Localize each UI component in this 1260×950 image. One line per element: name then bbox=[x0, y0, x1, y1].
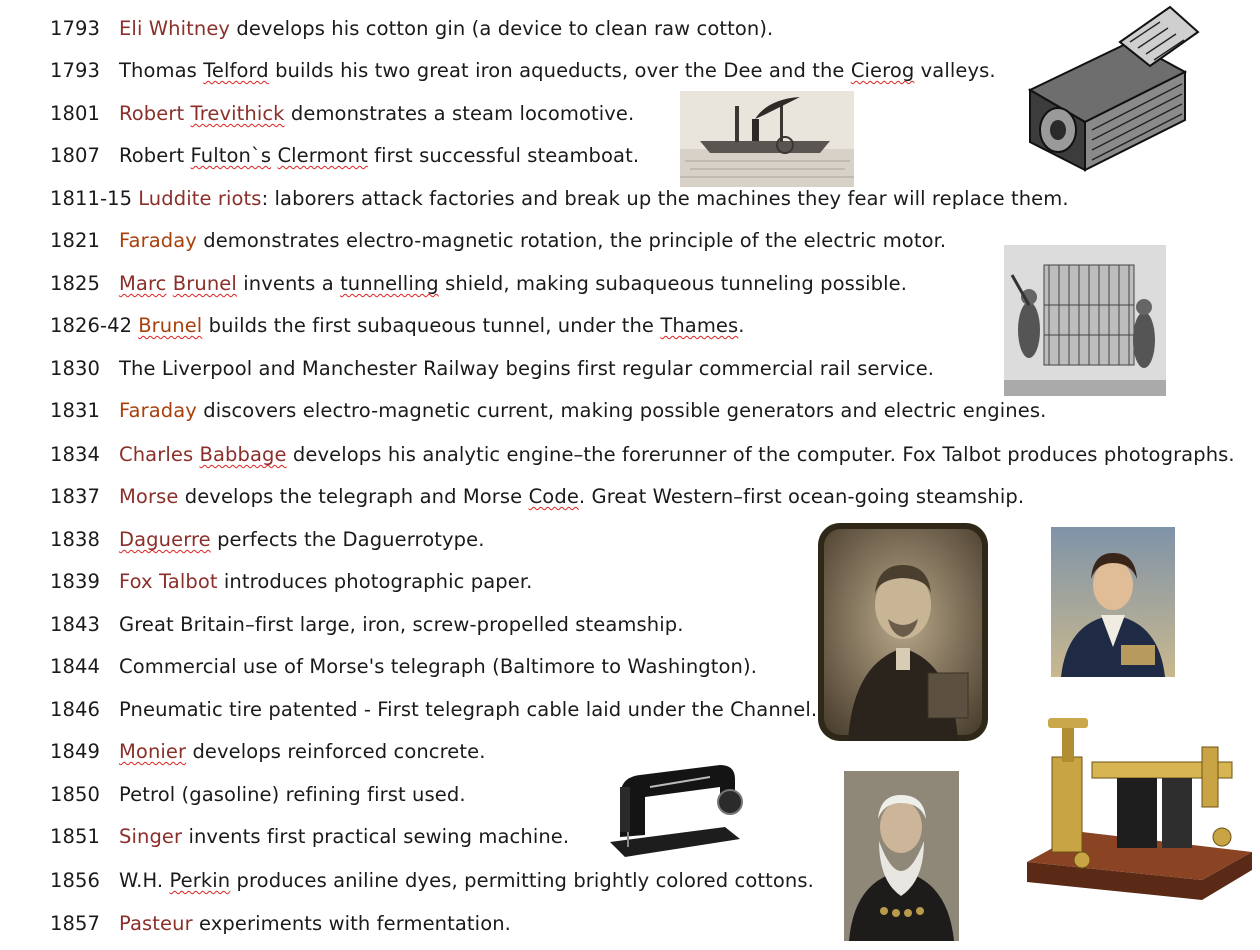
timeline-year: 1843 bbox=[50, 613, 101, 636]
timeline-text: introduces photographic paper. bbox=[217, 570, 533, 593]
timeline-name: Faraday bbox=[119, 229, 197, 252]
timeline-year: 1807 bbox=[50, 144, 101, 167]
timeline-year: 1849 bbox=[50, 740, 101, 763]
timeline-text: Telford bbox=[203, 59, 269, 82]
timeline-name: Faraday bbox=[119, 399, 197, 422]
timeline-year: 1825 bbox=[50, 272, 101, 295]
timeline-entry bbox=[50, 698, 817, 722]
timeline-name: Singer bbox=[119, 825, 183, 848]
timeline-text: produces aniline dyes, permitting brightly colored cottons. bbox=[230, 869, 814, 892]
timeline-text: discovers electro-magnetic current, making possible generators and electric engines. bbox=[196, 399, 1047, 422]
timeline-year: 1801 bbox=[50, 102, 101, 125]
steamboat-image bbox=[680, 91, 854, 187]
timeline-entry bbox=[50, 485, 1024, 509]
timeline-text: Robert bbox=[119, 144, 191, 167]
timeline-text: Great Britain–first large, iron, screw-propelled steamship. bbox=[119, 613, 684, 636]
timeline-entry bbox=[50, 357, 934, 381]
timeline-text: Perkin bbox=[169, 869, 231, 892]
timeline-text: W.H. bbox=[119, 869, 170, 892]
timeline-entry bbox=[50, 655, 757, 679]
timeline-name: Robert bbox=[119, 102, 191, 125]
timeline-entry bbox=[50, 229, 946, 253]
timeline-text: demonstrates electro-magnetic rotation, the principle of the electric motor. bbox=[196, 229, 947, 252]
timeline-text: shield, making subaqueous tunneling possible. bbox=[438, 272, 908, 295]
timeline-name: Luddite riots bbox=[138, 187, 262, 210]
timeline-year: 1850 bbox=[50, 783, 101, 806]
timeline-entry bbox=[50, 783, 466, 807]
timeline-text: valleys. bbox=[914, 59, 996, 82]
timeline-name: Trevithick bbox=[190, 102, 285, 125]
timeline-entry bbox=[50, 144, 639, 168]
timeline-entry bbox=[50, 912, 511, 936]
timeline-year: 1821 bbox=[50, 229, 101, 252]
timeline-entry bbox=[50, 528, 485, 552]
timeline-text: develops reinforced concrete. bbox=[186, 740, 486, 763]
timeline-name: Eli Whitney bbox=[119, 17, 231, 40]
timeline-text: . bbox=[738, 314, 745, 337]
cotton-gin-image bbox=[1010, 2, 1200, 180]
timeline-name: Fox Talbot bbox=[119, 570, 218, 593]
timeline-entry bbox=[50, 570, 532, 594]
timeline-entry bbox=[50, 869, 814, 893]
timeline-text: The Liverpool and Manchester Railway begins first regular commercial rail service. bbox=[119, 357, 935, 380]
timeline-year: 1839 bbox=[50, 570, 101, 593]
timeline-year: 1826-42 bbox=[50, 314, 133, 337]
timeline-year: 1831 bbox=[50, 399, 101, 422]
timeline-entry bbox=[50, 613, 684, 637]
timeline-year: 1811-15 bbox=[50, 187, 133, 210]
timeline-text: Commercial use of Morse's telegraph (Baltimore to Washington). bbox=[119, 655, 758, 678]
timeline-text: develops his cotton gin (a device to clean raw cotton). bbox=[230, 17, 774, 40]
timeline-text: : laborers attack factories and break up the machines they fear will replace them. bbox=[261, 187, 1069, 210]
timeline-entry bbox=[50, 443, 1235, 467]
timeline-name: Monier bbox=[119, 740, 187, 763]
timeline-name: Brunel bbox=[138, 314, 203, 337]
timeline-text: invents a bbox=[236, 272, 341, 295]
timeline-text: builds the first subaqueous tunnel, under the bbox=[202, 314, 661, 337]
timeline-year: 1838 bbox=[50, 528, 101, 551]
timeline-text: tunnelling bbox=[340, 272, 439, 295]
faraday-portrait bbox=[1051, 527, 1175, 677]
timeline-entry bbox=[50, 825, 569, 849]
telegraph-key-image bbox=[1022, 712, 1256, 904]
timeline-name: Pasteur bbox=[119, 912, 193, 935]
timeline-text: Thames bbox=[660, 314, 739, 337]
timeline-year: 1830 bbox=[50, 357, 101, 380]
timeline-text: builds his two great iron aqueducts, over the Dee and the bbox=[268, 59, 851, 82]
timeline-year: 1834 bbox=[50, 443, 101, 466]
timeline-text: Petrol (gasoline) refining first used. bbox=[119, 783, 466, 806]
daguerre-portrait bbox=[818, 523, 988, 741]
timeline-entry bbox=[50, 314, 745, 338]
timeline-text: Cierog bbox=[850, 59, 915, 82]
timeline-text: invents first practical sewing machine. bbox=[182, 825, 570, 848]
timeline-entry bbox=[50, 740, 486, 764]
timeline-entry bbox=[50, 187, 1069, 211]
timeline-name: Marc bbox=[119, 272, 167, 295]
timeline-year: 1856 bbox=[50, 869, 101, 892]
timeline-entry bbox=[50, 17, 773, 41]
timeline-name: Babbage bbox=[199, 443, 287, 466]
timeline-text: Pneumatic tire patented - First telegraph cable laid under the Channel. bbox=[119, 698, 818, 721]
timeline-text: experiments with fermentation. bbox=[192, 912, 511, 935]
timeline-entry bbox=[50, 399, 1046, 423]
timeline-text: Code bbox=[528, 485, 579, 508]
timeline-year: 1857 bbox=[50, 912, 101, 935]
timeline-year: 1837 bbox=[50, 485, 101, 508]
timeline-name: Daguerre bbox=[119, 528, 211, 551]
timeline-year: 1793 bbox=[50, 59, 101, 82]
timeline-name: Brunel bbox=[172, 272, 237, 295]
sewing-machine-image bbox=[590, 757, 745, 865]
timeline-entry bbox=[50, 102, 634, 126]
timeline-text: demonstrates a steam locomotive. bbox=[284, 102, 635, 125]
timeline-year: 1851 bbox=[50, 825, 101, 848]
timeline-text: Clermont bbox=[277, 144, 368, 167]
timeline-text: develops the telegraph and Morse bbox=[178, 485, 529, 508]
timeline-text: first successful steamboat. bbox=[367, 144, 640, 167]
morse-portrait bbox=[844, 771, 959, 941]
timeline-name: Morse bbox=[119, 485, 179, 508]
timeline-text: . Great Western–first ocean-going steamship. bbox=[578, 485, 1025, 508]
timeline-text: develops his analytic engine–the forerunner of the computer. Fox Talbot produces photographs. bbox=[286, 443, 1235, 466]
luddites-image bbox=[1004, 245, 1166, 396]
timeline-entry bbox=[50, 272, 907, 296]
timeline-text: perfects the Daguerrotype. bbox=[210, 528, 485, 551]
timeline-text: Thomas bbox=[119, 59, 204, 82]
timeline-entry bbox=[50, 59, 996, 83]
timeline-text: Fulton`s bbox=[190, 144, 272, 167]
timeline-year: 1844 bbox=[50, 655, 101, 678]
timeline-year: 1793 bbox=[50, 17, 101, 40]
timeline-year: 1846 bbox=[50, 698, 101, 721]
timeline-name: Charles bbox=[119, 443, 200, 466]
